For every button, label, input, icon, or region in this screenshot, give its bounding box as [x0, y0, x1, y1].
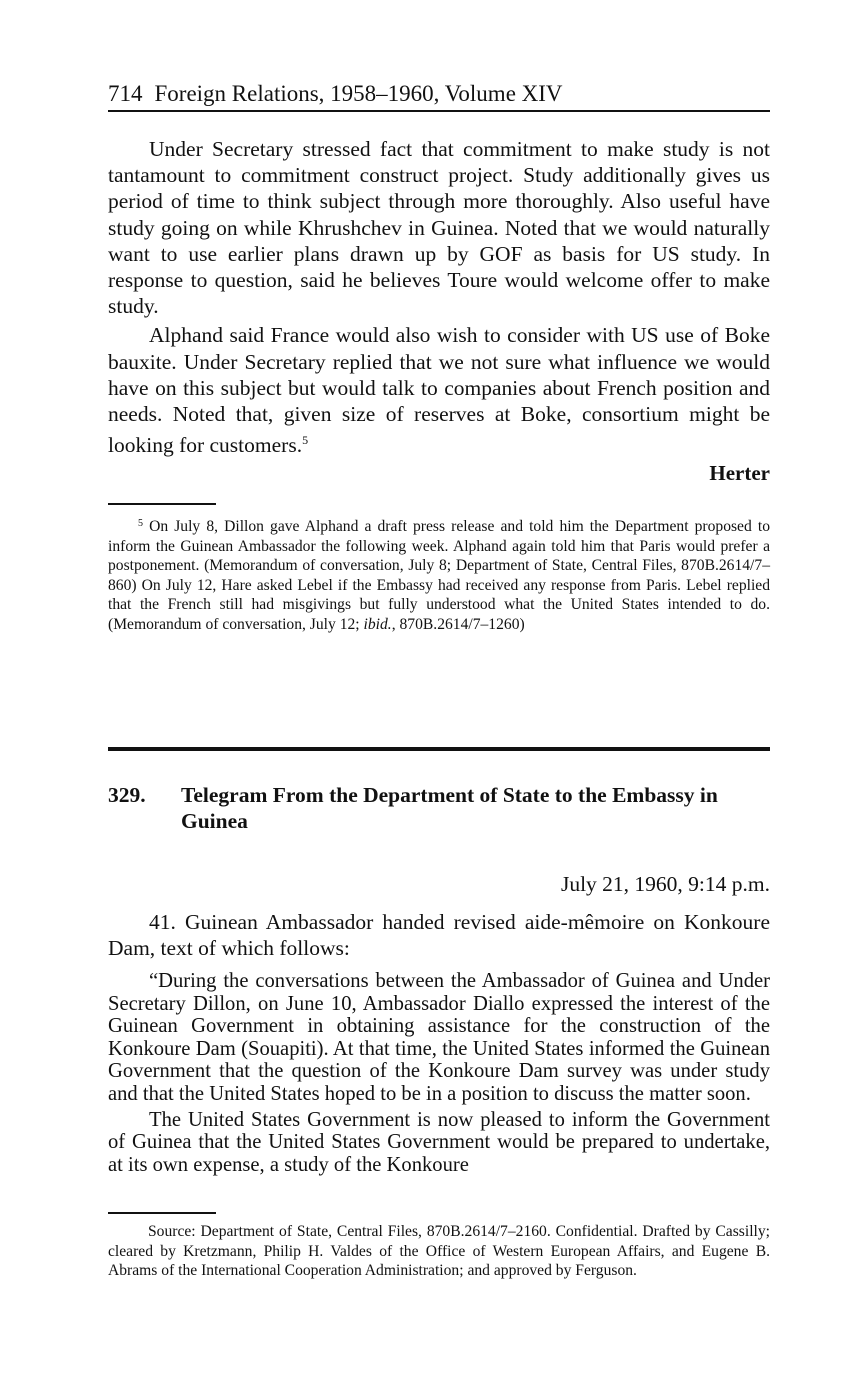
source-note-divider: [108, 1212, 216, 1214]
dateline: July 21, 1960, 9:14 p.m.: [560, 872, 770, 896]
paragraph-text: Alphand said France would also wish to consider with US use of Boke bauxite. Under Secretary replied that we not sure what influence we would have on this subject but would talk to companies about French position and needs. Noted that, given size of reserves at Boke, consortium might be looking for customers.: [108, 323, 770, 458]
ibid-citation: ibid.: [363, 615, 392, 633]
footnote-marker: 5: [138, 518, 143, 529]
footnote-text: On July 8, Dillon gave Alphand a draft press release and told him the Department proposed to inform the Guinean Ambassador the following week. Alphand again told him that Paris would prefer a postponement. (Memorandum of conversation, July 8; Department of State, Central Files, 870B.2614/7–860) On July 12, Hare asked Lebel if the Embassy had received any response from Paris. Lebel replied that the French still had misgivings but fully understood what the United States intended to do. (Memorandum of conversation, July 12;: [108, 518, 770, 633]
signature: Herter: [709, 461, 770, 485]
running-header: [108, 80, 770, 112]
footnote-divider: [108, 503, 216, 505]
document-title: Telegram From the Department of State to the Embassy in Guinea: [181, 783, 718, 833]
volume-title: Foreign Relations, 1958–1960, Volume XIV: [154, 81, 563, 106]
paragraph: “During the conversations between the Ambassador of Guinea and Under Secretary Dillon, on June 10, Ambassador Diallo expressed the interest of the Guinean Government in obtaining assistance for the construction of the Konkoure Dam (Souapiti). At that time, the United States informed the Guinean Government that the question of the Konkoure Dam survey was under study and that the United States hoped to be in a position to discuss the matter soon.: [108, 970, 770, 1105]
paragraph: Under Secretary stressed fact that commitment to make study is not tantamount to commitment construct project. Study additionally gives us period of time to think subject through more thoroughly. Also useful have study going on while Khrushchev in Guinea. Noted that we would naturally want to use earlier plans drawn up by GOF as basis for US study. In response to question, said he believes Toure would welcome offer to make study.: [108, 137, 770, 319]
document-separator: [108, 747, 770, 751]
source-note: Source: Department of State, Central Files, 870B.2614/7–2160. Confidential. Drafted by Cassilly; cleared by Kretzmann, Philip H. Valdes of the Office of Western European Affairs, and Eugene B. Abrams of the International Cooperation Administration; and approved by Ferguson.: [108, 1223, 770, 1279]
footnote-5: [108, 514, 770, 634]
document-number: 329.: [108, 783, 146, 807]
paragraph: The United States Government is now pleased to inform the Government of Guinea that the United States Government would be prepared to undertake, at its own expense, a study of the Konkoure: [108, 1108, 770, 1176]
paragraph: 41. Guinean Ambassador handed revised aide-mêmoire on Konkoure Dam, text of which follows:: [108, 910, 770, 961]
footnote-reference: 5: [302, 433, 309, 448]
telegram-intro: [108, 909, 770, 961]
previous-document-text: [108, 136, 770, 458]
page-number: 714: [108, 81, 143, 106]
aide-memoire-quote: [108, 970, 770, 1176]
paragraph: [108, 322, 770, 458]
footnote-text-end: , 870B.2614/7–1260): [391, 615, 525, 633]
